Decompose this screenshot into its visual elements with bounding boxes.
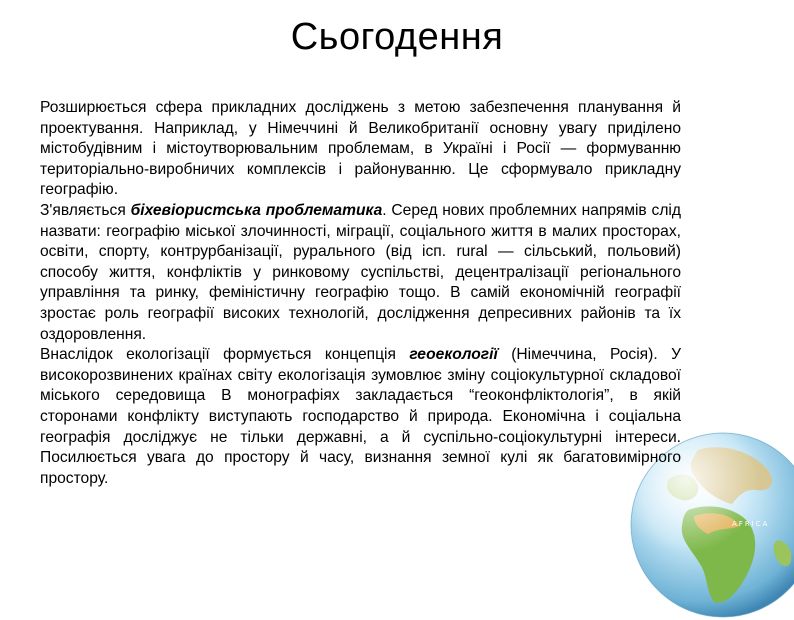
paragraph-text: (Німеччина, Росія). У високорозвинених країнах світу екологізація зумовлює зміну соціокультурної складової міського середовища В монографіях закладається “геоконфліктологія”, в якій сторонами конфлікту виступають господарство й природа. Економічна і соціальна географія досліджує не тільки державні, а й суспільно-соціокультурні інтереси. Посилюється увага до простору й часу, визнання земної кулі як багатовимірного простору. [40,346,681,487]
paragraph-geoecology [40,345,681,489]
paragraph-behavioral [40,201,681,345]
slide-title: Сьогодення [290,16,504,58]
paragraph-applied-geography: Розширюється сфера прикладних досліджень з метою забезпечення планування й проектування. Наприклад, у Німеччині й Великобританії основну увагу приділено містобудівним і містоутворювальним проблемам, в Україні і Росії — формуванню територіально-виробничих комплексів і районуванню. Це сформувало прикладну географію. [40,99,681,199]
paragraph-text: З'являється [40,201,131,219]
emphasis-geoecology: геоекології [409,346,498,364]
paragraph-text: . Серед нових проблемних напрямів слід назвати: географію міської злочинності, міграції, соціального життя в малих просторах, освіти, спорту, контрурбанізації, рурального (від ісп. rural — сільський, польовий) способу життя, конфліктів у ринковому суспільстві, децентралізації регіонального управління та ринку, феміністичну географію тощо. В самій економічній географії зростає роль географії високих технологій, дослідження депресивних районів та їх оздоровлення. [40,201,681,343]
paragraph-text: Внаслідок екологізації формується концепція [40,346,410,364]
slide-body [40,98,681,489]
emphasis-behavioral: біхевіористська проблематика [130,201,383,219]
